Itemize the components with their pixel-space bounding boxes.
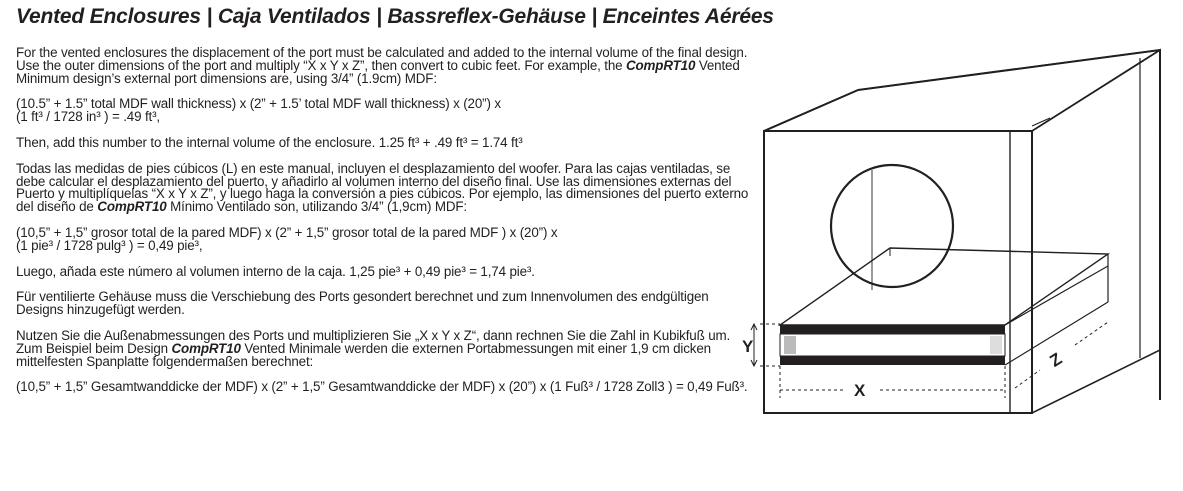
enclosure-front-face: [764, 131, 1032, 413]
woofer-hole: [831, 165, 953, 287]
port-opening: [780, 334, 1005, 356]
brand-name: CompRT10: [171, 340, 241, 356]
port-bottom-wall: [780, 356, 1005, 365]
english-intro: For the vented enclosures the displacement of the port must be calculated and added to the internal volume of the final design. Use the outer dimensions of the port and multiply “X x Y x Z”, then convert to cubic feet. For example, the CompRT10 Vented Minimum design’s external port dimensions are, using 3/4” (1.9cm) MDF:: [16, 45, 748, 86]
spanish-intro: Todas las medidas de pies cúbicos (L) en este manual, incluyen el desplazamiento del woofer. Para las cajas ventiladas, se debe calcular el desplazamiento del puerto, y añadirlo al volumen interno del diseño final. Use las dimensiones externas del Puerto y multiplíquelas “X x Y x Z”, y luego haga la conversión a pies cúbicos. Por ejemplo, las dimensiones del puerto externo del diseño de CompRT10 Mínimo Ventilado son, utilizando 3/4” (1,9cm) MDF:: [16, 160, 749, 215]
dimension-z-label: Z: [1046, 349, 1066, 371]
port-inner-shade: [784, 336, 796, 354]
port-top-wall: [780, 325, 1005, 334]
german-calc: (10,5” + 1,5” Gesamtwanddicke der MDF) x (2” + 1,5” Gesamtwanddicke der MDF) x (20”) x (1 Fuß³ / 1728 Zoll3 ) = 0,49 Fuß³.: [16, 379, 748, 395]
english-then: Then, add this number to the internal volume of the enclosure. 1.25 ft³ + .49 ft³ = 1.74 ft³: [16, 134, 523, 150]
enclosure-diagram: [740, 40, 1180, 480]
page-title: Vented Enclosures | Caja Ventilados | Bassreflex-Gehäuse | Enceintes Aérées: [16, 5, 774, 28]
english-calc-line2: (1 ft³ / 1728 in³ ) = .49 ft³,: [16, 109, 160, 125]
german-intro: Für ventilierte Gehäuse muss die Verschiebung des Ports gesondert berechnet und zum Innenvolumen des endgültigen Designs hinzugefügt werden.: [16, 289, 709, 318]
brand-name: CompRT10: [626, 57, 696, 73]
spanish-calc-line1: (10,5” + 1,5” grosor total de la pared MDF) x (2” + 1,5” grosor total de la pared MDF ) x (20”) x: [16, 224, 558, 240]
spanish-then: Luego, añada este número al volumen interno de la caja. 1,25 pie³ + 0,49 pie³ = 1,74 pie³.: [16, 263, 535, 279]
dimension-y-label: Y: [742, 337, 754, 356]
english-calc-line1: (10.5” + 1.5” total MDF wall thickness) x (2” + 1.5’ total MDF wall thickness) x (20”) x: [16, 96, 501, 112]
brand-name: CompRT10: [97, 199, 167, 215]
dimension-x-label: X: [854, 381, 866, 400]
text-column: [16, 47, 751, 394]
german-nutzen: Nutzen Sie die Außenabmessungen des Ports und multiplizieren Sie „X x Y x Z“, dann rechnen Sie die Zahl in Kubikfuß um. Zum Beispiel beim Design CompRT10 Vented Minimale werden die externen Portabmessungen mit einer 1,9 cm dicken mittelfesten Spanplatte folgendermaßen berechnet:: [16, 327, 731, 369]
enclosure-top-face: [764, 50, 1160, 131]
spanish-calc-line2: (1 pie³ / 1728 pulg³ ) = 0,49 pie³,: [16, 237, 203, 253]
